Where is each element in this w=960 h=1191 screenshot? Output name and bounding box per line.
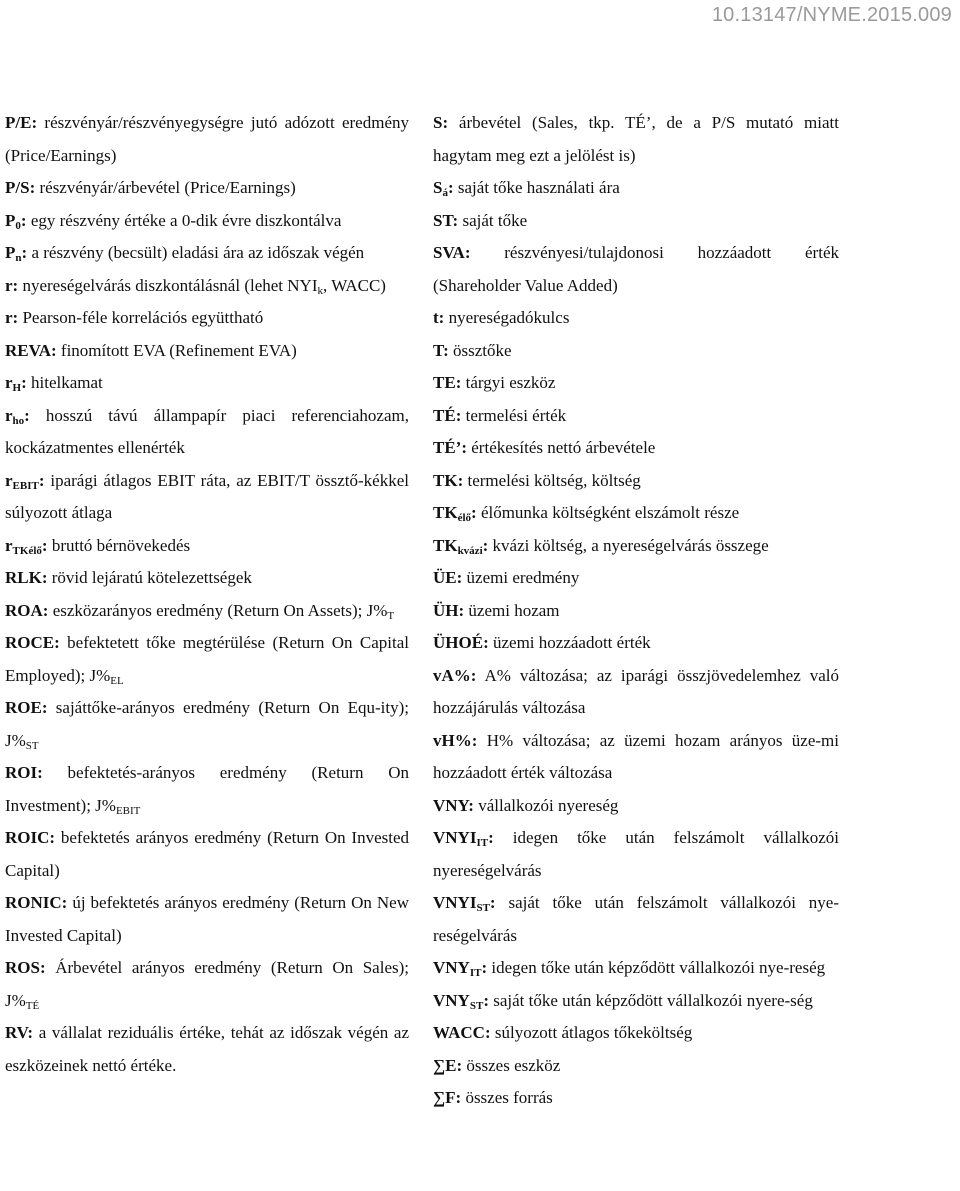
term-separator: : <box>20 210 27 230</box>
term-separator: : <box>443 340 449 360</box>
abbreviation-definition: élőmunka költségként elszámolt része <box>476 503 740 522</box>
abbreviation-definition: termelési költség, költség <box>463 470 641 490</box>
term-separator: : <box>21 373 27 392</box>
term-symbol: r <box>5 470 13 490</box>
term-separator: : <box>483 633 489 652</box>
term-subscript: H <box>12 382 22 394</box>
term-symbol: vA% <box>433 665 471 685</box>
term-separator: : <box>49 828 56 847</box>
abbreviation-entry <box>5 627 409 692</box>
abbreviation-term <box>433 536 488 555</box>
term-separator: : <box>21 243 28 262</box>
term-subscript: ST <box>469 999 484 1012</box>
term-symbol: r <box>5 373 13 392</box>
term-symbol: r <box>5 275 13 295</box>
abbreviation-definition: részvényár/részvényegységre jutó adózott eredmény (Price/Earnings) <box>5 113 409 165</box>
abbreviation-term <box>433 308 444 327</box>
abbreviation-entry <box>5 562 409 595</box>
term-separator: : <box>483 990 489 1010</box>
abbreviation-entry <box>5 205 409 238</box>
term-symbol: r <box>5 535 13 555</box>
abbreviation-definition: eszközarányos eredmény (Return On Assets); J% <box>48 600 388 620</box>
term-symbol: TK <box>433 503 458 522</box>
term-subscript: ho <box>12 414 25 427</box>
abbreviation-entry <box>433 335 839 368</box>
abbreviation-entry <box>433 822 839 887</box>
term-symbol: TÉ’ <box>433 438 462 457</box>
term-separator: : <box>455 373 462 392</box>
term-symbol: VNYI <box>433 893 477 912</box>
term-subscript: EBIT <box>12 479 39 492</box>
abbreviation-term <box>433 893 496 912</box>
definition-subscript: EL <box>110 674 124 687</box>
abbreviation-entry <box>5 465 409 530</box>
abbreviation-term <box>5 763 43 782</box>
abbreviation-entry <box>5 692 409 757</box>
abbreviation-definition: saját tőke után képződött vállalkozói nyere-ség <box>488 990 813 1010</box>
abbreviation-entry <box>433 465 839 498</box>
term-separator: : <box>37 763 43 782</box>
abbreviation-term <box>433 828 494 847</box>
term-subscript: á <box>442 187 448 199</box>
term-symbol: SVA <box>433 243 465 262</box>
term-separator: : <box>41 698 48 717</box>
term-separator: : <box>27 1023 34 1042</box>
term-symbol: RLK <box>5 568 42 587</box>
term-symbol: T <box>433 340 444 360</box>
term-symbol: TK <box>433 535 458 555</box>
abbreviation-term <box>5 601 48 620</box>
term-symbol: S <box>433 113 443 132</box>
term-separator: : <box>471 503 477 522</box>
abbreviation-entry <box>5 237 409 270</box>
term-subscript: 0 <box>15 219 21 232</box>
abbreviation-entry <box>5 400 409 465</box>
abbreviation-entry <box>433 205 839 238</box>
abbreviation-term <box>5 471 45 490</box>
term-separator: : <box>455 405 462 425</box>
abbreviation-term <box>433 503 477 522</box>
abbreviation-term <box>433 438 467 457</box>
term-symbol: ROCE <box>5 633 55 652</box>
term-symbol: TÉ <box>433 405 456 425</box>
abbreviation-definition: H% változása; az üzemi hozam arányos üze-mi hozzáadott érték változása <box>433 730 839 782</box>
term-symbol: ROI <box>5 763 38 782</box>
term-symbol: TK <box>433 470 458 490</box>
term-symbol: ÜE <box>433 568 457 587</box>
abbreviation-term <box>5 308 18 327</box>
term-separator: : <box>457 470 464 490</box>
abbreviation-term <box>433 568 462 587</box>
term-separator: : <box>12 308 19 327</box>
abbreviation-term <box>5 568 48 587</box>
abbreviation-term <box>433 1056 462 1075</box>
term-separator: : <box>456 568 463 587</box>
abbreviation-definition: sajáttőke-arányos eredmény (Return On Equ-ity); J% <box>5 698 409 750</box>
abbreviation-definition: Pearson-féle korrelációs együttható <box>18 308 264 327</box>
term-subscript: IT <box>476 837 489 849</box>
term-separator: : <box>471 730 478 750</box>
abbreviation-entry <box>5 822 409 887</box>
abbreviation-entry <box>433 107 839 172</box>
abbreviation-entry <box>433 1050 839 1083</box>
abbreviation-definition: bruttó bérnövekedés <box>47 535 191 555</box>
abbreviation-definition: saját tőke használati ára <box>453 178 620 197</box>
abbreviation-entry <box>433 887 839 952</box>
term-symbol: ROA <box>5 600 43 620</box>
abbreviation-term <box>433 731 477 750</box>
term-separator: : <box>468 795 474 815</box>
right-abbreviation-column <box>433 107 839 1115</box>
definition-subscript: T <box>387 609 395 622</box>
term-symbol: VNY <box>433 795 469 815</box>
abbreviation-term <box>433 373 461 392</box>
term-symbol: REVA <box>5 340 51 360</box>
term-separator: : <box>41 568 48 587</box>
term-symbol: r <box>5 308 13 327</box>
abbreviation-entry <box>433 595 839 628</box>
abbreviation-entry <box>5 1017 409 1082</box>
abbreviation-entry <box>433 1082 839 1115</box>
abbreviation-entry <box>433 725 839 790</box>
term-separator: : <box>31 113 38 132</box>
abbreviation-entry <box>433 302 839 335</box>
term-symbol: RONIC <box>5 893 62 912</box>
abbreviation-term <box>433 633 489 652</box>
abbreviation-definition: iparági átlagos EBIT ráta, az EBIT/T össztő-kékkel súlyozott átlaga <box>5 470 409 522</box>
abbreviation-term <box>433 958 487 977</box>
term-symbol: ST <box>433 210 453 230</box>
term-symbol: P <box>5 243 16 262</box>
term-symbol: P/E <box>5 113 32 132</box>
term-symbol: TE <box>433 373 456 392</box>
abbreviation-term <box>5 536 48 555</box>
term-separator: : <box>41 535 48 555</box>
abbreviation-definition: finomított EVA (Refinement EVA) <box>56 340 297 360</box>
abbreviation-entry <box>433 530 839 563</box>
abbreviation-term <box>433 601 464 620</box>
definition-subscript: EBIT <box>115 804 141 817</box>
definition-subscript: ST <box>25 739 39 752</box>
doi-header: 10.13147/NYME.2015.009 <box>711 4 952 26</box>
term-separator: : <box>464 243 471 262</box>
abbreviation-term <box>433 1023 491 1042</box>
abbreviation-entry <box>433 237 839 302</box>
abbreviation-definition: egy részvény értéke a 0-dik évre diszkontálva <box>26 210 342 230</box>
abbreviation-entry <box>433 985 839 1018</box>
abbreviation-term <box>5 958 46 977</box>
term-separator: : <box>39 958 46 977</box>
term-symbol: ∑F <box>433 1088 456 1107</box>
abbreviation-definition: vállalkozói nyereség <box>473 795 619 815</box>
abbreviation-entry <box>433 790 839 823</box>
abbreviation-definition: hosszú távú állampapír piaci referenciahozam, kockázatmentes ellenérték <box>5 405 409 457</box>
term-symbol: VNY <box>433 990 470 1010</box>
abbreviation-entry <box>5 530 409 563</box>
term-subscript: ST <box>476 902 490 914</box>
term-separator: : <box>61 893 68 912</box>
abbreviation-term <box>5 698 48 717</box>
abbreviation-definition: összes eszköz <box>462 1055 561 1075</box>
abbreviation-definition: saját tőke után felszámolt vállalkozói nye-reségelvárás <box>433 893 839 945</box>
abbreviation-term <box>433 666 476 685</box>
abbreviation-definition: befektetett tőke megtérülése (Return On Capital Employed); J% <box>5 633 409 685</box>
abbreviation-entry <box>5 270 409 303</box>
term-subscript: TKélő <box>12 544 42 557</box>
abbreviation-definition: a részvény (becsült) eladási ára az időszak végén <box>27 243 365 262</box>
abbreviation-entry <box>5 952 409 1017</box>
abbreviation-definition: nyereségadókulcs <box>444 308 570 327</box>
abbreviation-term <box>433 471 463 490</box>
abbreviation-entry <box>433 562 839 595</box>
term-symbol: ÜHOÉ <box>433 633 484 652</box>
abbreviation-definition: A% változása; az iparági összjövedelemhez való hozzájárulás változása <box>433 665 839 717</box>
term-separator: : <box>484 1023 491 1042</box>
term-separator: : <box>452 210 459 230</box>
term-separator: : <box>482 535 489 555</box>
term-separator: : <box>489 893 496 912</box>
term-separator: : <box>455 1088 462 1107</box>
term-separator: : <box>29 178 36 197</box>
abbreviation-term <box>5 113 37 132</box>
abbreviation-definition: hitelkamat <box>26 373 103 392</box>
term-separator: : <box>24 405 30 425</box>
term-separator: : <box>461 438 468 457</box>
abbreviation-definition: tárgyi eszköz <box>461 373 556 392</box>
term-separator: : <box>50 340 57 360</box>
abbreviation-entry <box>433 660 839 725</box>
abbreviation-definition: befektetés arányos eredmény (Return On Invested Capital) <box>5 828 409 880</box>
abbreviation-definition: részvényár/árbevétel (Price/Earnings) <box>35 178 296 197</box>
term-separator: : <box>481 958 488 977</box>
abbreviation-entry <box>433 952 839 985</box>
abbreviation-definition: értékesítés nettó árbevétele <box>467 438 656 457</box>
term-separator: : <box>470 665 477 685</box>
abbreviation-entry <box>5 335 409 368</box>
abbreviation-entry <box>433 432 839 465</box>
term-symbol: ROS <box>5 958 40 977</box>
abbreviation-term <box>5 211 27 230</box>
abbreviation-definition: összes forrás <box>461 1088 553 1107</box>
definition-subscript: k <box>317 284 323 297</box>
abbreviation-term <box>5 828 55 847</box>
term-symbol: ROIC <box>5 828 50 847</box>
abbreviation-term <box>433 113 448 132</box>
abbreviation-definition: üzemi hozzáadott érték <box>488 633 651 652</box>
term-symbol: VNYI <box>433 828 477 847</box>
abbreviation-entry <box>5 302 409 335</box>
abbreviation-definition: üzemi eredmény <box>462 568 580 587</box>
abbreviation-definition: nyereségelvárás diszkontálásnál (lehet NYI <box>18 275 318 295</box>
abbreviation-entry <box>433 627 839 660</box>
term-symbol: r <box>5 405 13 425</box>
term-separator: : <box>438 308 445 327</box>
abbreviation-definition: kvázi költség, a nyereségelvárás összege <box>488 535 769 555</box>
abbreviation-entry <box>433 1017 839 1050</box>
term-separator: : <box>42 600 49 620</box>
abbreviation-definition: súlyozott átlagos tőkeköltség <box>490 1023 693 1042</box>
term-subscript: IT <box>469 967 482 979</box>
term-symbol: t <box>433 308 439 327</box>
abbreviation-term <box>433 991 489 1010</box>
term-separator: : <box>458 600 465 620</box>
abbreviation-entry <box>5 107 409 172</box>
abbreviation-term <box>5 243 27 262</box>
abbreviation-term <box>5 373 27 392</box>
term-separator: : <box>447 178 454 197</box>
abbreviation-definition: részvényesi/tulajdonosi hozzáadott érték (Shareholder Value Added) <box>433 243 839 295</box>
abbreviation-definition: idegen tőke után képződött vállalkozói nye-reség <box>487 958 826 977</box>
abbreviation-entry <box>5 757 409 822</box>
abbreviation-term <box>5 633 60 652</box>
abbreviation-definition: Árbevétel arányos eredmény (Return On Sales); J% <box>5 958 409 1010</box>
abbreviation-term <box>433 796 474 815</box>
abbreviation-term <box>433 178 454 197</box>
term-separator: : <box>54 633 60 652</box>
term-symbol: WACC <box>433 1023 485 1042</box>
abbreviation-term <box>433 341 449 360</box>
term-separator: : <box>488 828 494 847</box>
abbreviation-term <box>433 1088 461 1107</box>
abbreviation-definition: új befektetés arányos eredmény (Return On New Invested Capital) <box>5 893 409 945</box>
abbreviation-entry <box>433 172 839 205</box>
term-symbol: vH% <box>433 730 472 750</box>
term-symbol: P <box>5 210 16 230</box>
abbreviation-entry <box>5 172 409 205</box>
term-separator: : <box>12 275 19 295</box>
abbreviation-definition: össztőke <box>448 340 512 360</box>
term-separator: : <box>442 113 449 132</box>
abbreviation-term <box>5 1023 33 1042</box>
abbreviation-entry <box>5 887 409 952</box>
abbreviation-entry <box>433 497 839 530</box>
abbreviation-entry <box>433 400 839 433</box>
term-symbol: ÜH <box>433 600 459 620</box>
term-subscript: kvázi <box>457 544 483 557</box>
term-separator: : <box>456 1055 463 1075</box>
abbreviation-term <box>5 893 67 912</box>
definition-subscript: TÉ <box>25 999 40 1012</box>
left-abbreviation-column <box>5 107 409 1082</box>
abbreviation-term <box>5 178 35 197</box>
abbreviation-definition: rövid lejáratú kötelezettségek <box>47 568 252 587</box>
term-symbol: S <box>433 178 443 197</box>
abbreviation-definition: befektetés-arányos eredmény (Return On Investment); J% <box>5 763 409 815</box>
term-separator: : <box>38 470 45 490</box>
term-symbol: P/S <box>5 178 30 197</box>
abbreviation-term <box>433 211 458 230</box>
abbreviation-definition: saját tőke <box>458 210 528 230</box>
abbreviation-entry <box>433 367 839 400</box>
term-subscript: n <box>15 252 22 264</box>
abbreviation-definition: árbevétel (Sales, tkp. TÉ’, de a P/S mutató miatt hagytam meg ezt a jelölést is) <box>433 113 839 165</box>
abbreviation-entry <box>5 595 409 628</box>
term-symbol: RV <box>5 1023 28 1042</box>
abbreviation-term <box>433 406 461 425</box>
term-subscript: élő <box>457 512 472 524</box>
abbreviation-term <box>5 341 57 360</box>
term-symbol: VNY <box>433 958 470 977</box>
abbreviation-term <box>433 243 471 262</box>
term-symbol: ∑E <box>433 1055 457 1075</box>
abbreviation-definition: üzemi hozam <box>464 600 560 620</box>
term-symbol: ROE <box>5 698 42 717</box>
abbreviation-definition: termelési érték <box>461 405 567 425</box>
abbreviation-term <box>5 276 18 295</box>
abbreviation-term <box>5 406 30 425</box>
abbreviation-entry <box>5 367 409 400</box>
abbreviation-definition: a vállalat reziduális értéke, tehát az időszak végén az eszközeinek nettó értéke. <box>5 1023 409 1075</box>
abbreviation-definition: idegen tőke után felszámolt vállalkozói nyereségelvárás <box>433 828 839 880</box>
definition-continuation: , WACC) <box>323 275 386 295</box>
